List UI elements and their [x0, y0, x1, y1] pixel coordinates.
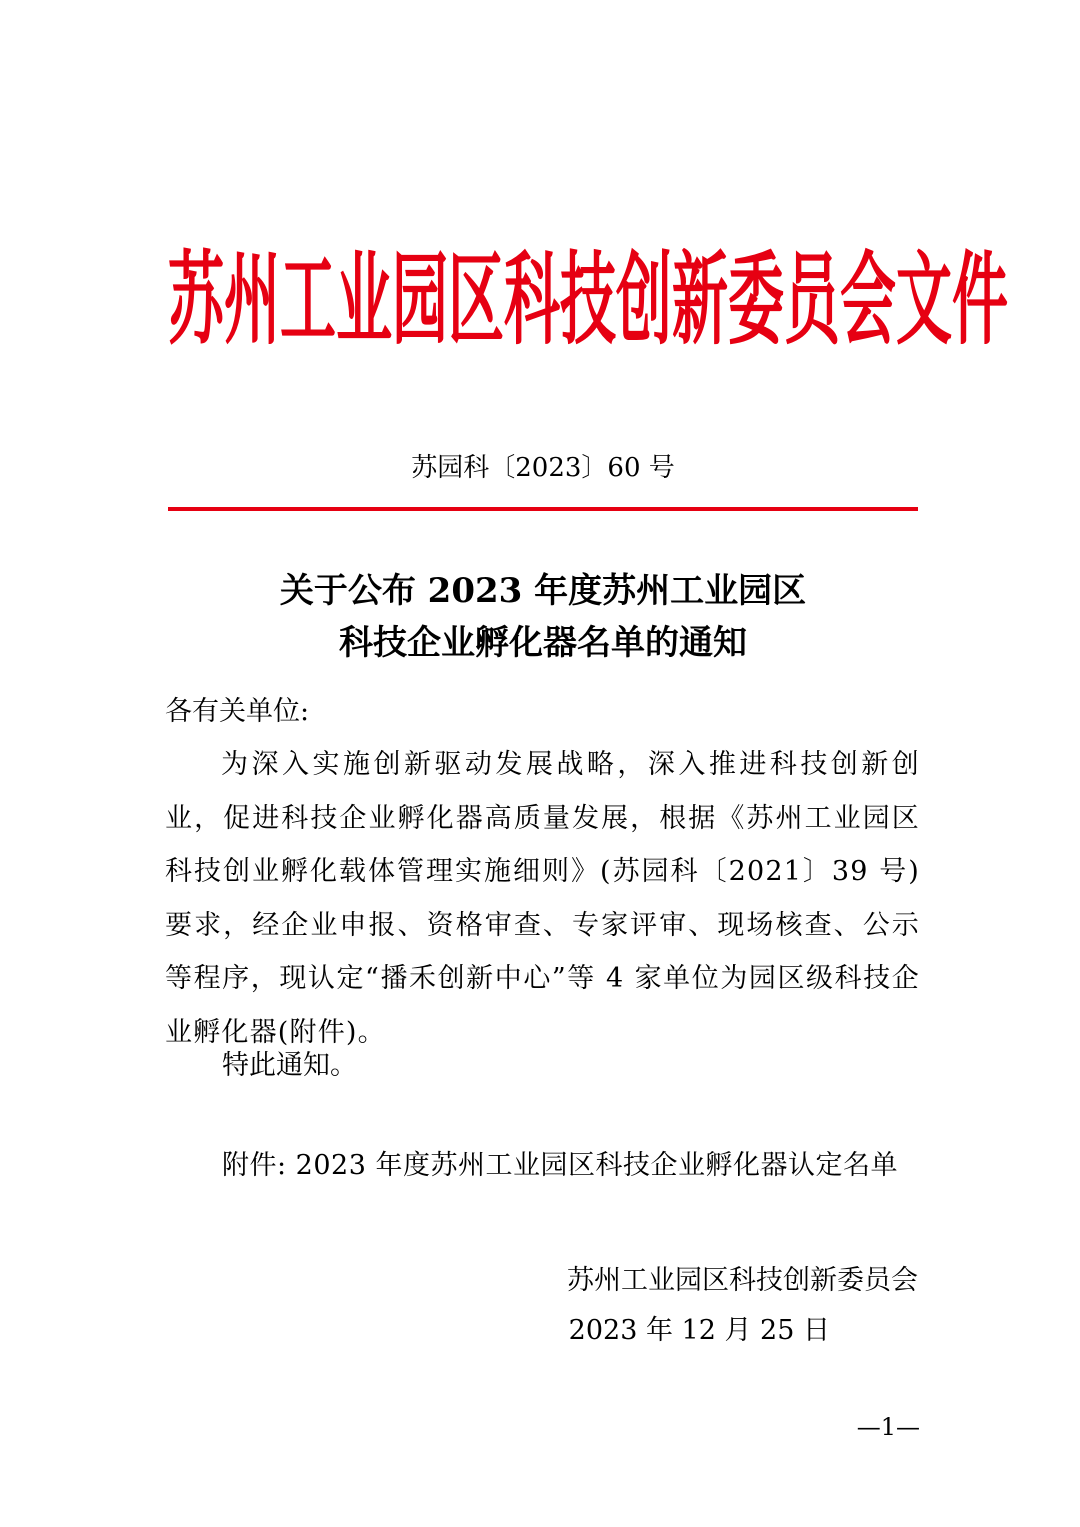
- body-paragraph: 为深入实施创新驱动发展战略，深入推进科技创新创业，促进科技企业孵化器高质量发展，根据《苏州工业园区科技创业孵化载体管理实施细则》(苏园科〔2021〕39 号)要求，经企业申报、资格审查、专家评审、现场核查、公示等程序，现认定“播禾创新中心”等 4 家单位为园区级科技企业孵化器(附件)。: [165, 749, 920, 1048]
- issue-date: 2023 年 12 月 25 日: [568, 1315, 830, 1346]
- issuer-signature: 苏州工业园区科技创新委员会: [567, 1265, 918, 1296]
- salutation: 各有关单位:: [165, 696, 310, 727]
- notice-title-line-1: 关于公布 2023 年度苏州工业园区: [279, 571, 807, 611]
- attachment-note: 附件: 2023 年度苏州工业园区科技企业孵化器认定名单: [222, 1150, 898, 1181]
- notice-title: [168, 565, 918, 669]
- page-number: —1—: [856, 1413, 920, 1441]
- header-divider: [168, 507, 918, 511]
- closing-line: 特此通知。: [222, 1050, 357, 1081]
- document-number: 苏园科〔2023〕60 号: [411, 453, 675, 483]
- document-header-title: [168, 232, 1008, 372]
- notice-title-line-2: 科技企业孵化器名单的通知: [339, 623, 747, 663]
- header-title-text: 苏州工业园区科技创新委员会文件: [168, 242, 1008, 360]
